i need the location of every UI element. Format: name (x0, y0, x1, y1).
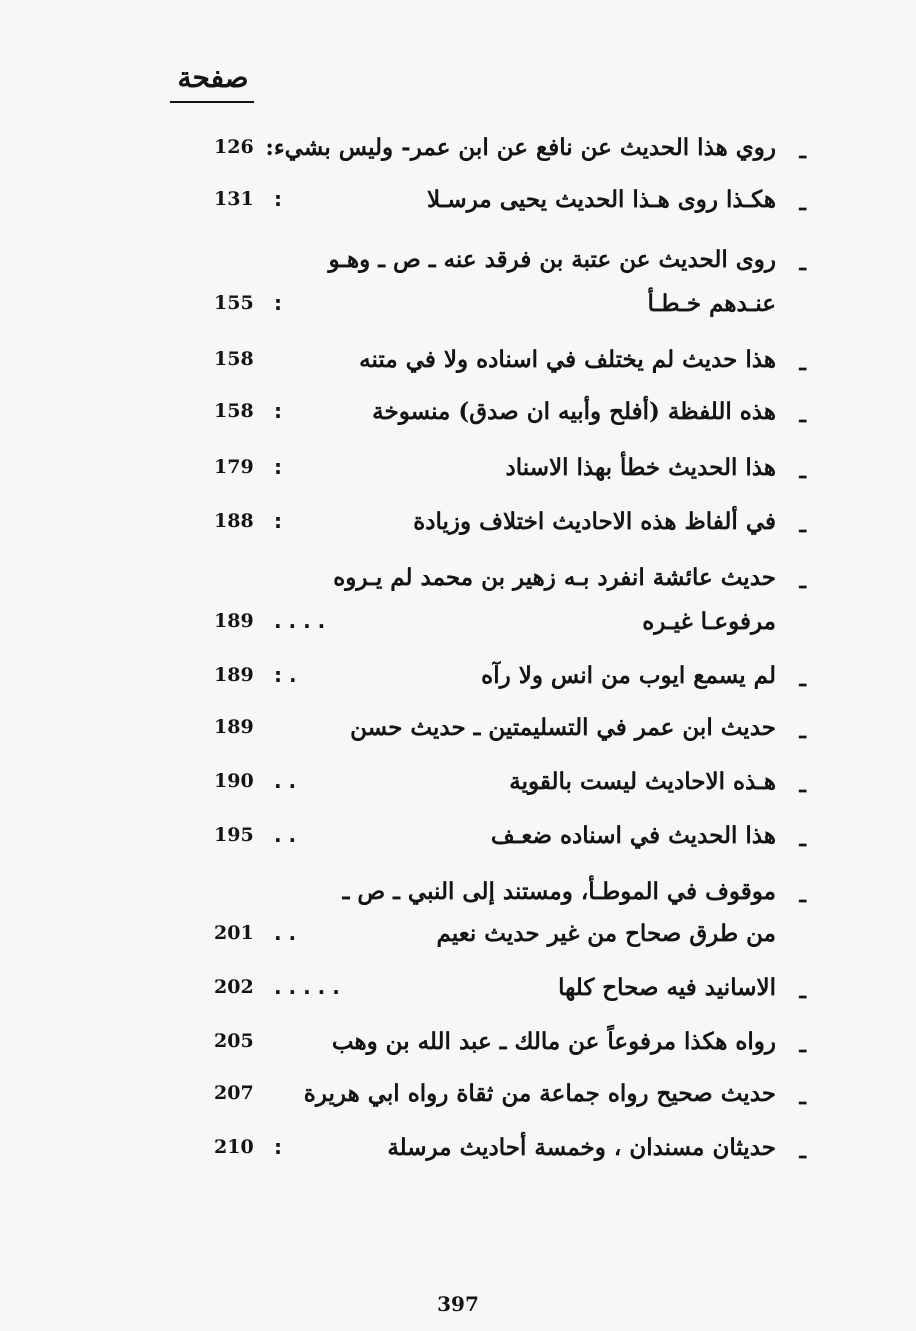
entry-page-number: 210 (214, 1136, 254, 1158)
entry-dash: ـ (799, 1084, 806, 1110)
entry-dash: ـ (799, 978, 806, 1004)
entry-page-number: 155 (214, 292, 254, 314)
entry-leader: : (274, 1135, 282, 1159)
entry-text: من طرق صحاح من غير حديث نعيم (436, 920, 776, 947)
entry-leader: : (274, 399, 282, 423)
index-entry (190, 128, 810, 168)
entry-text: رواه هكذا مرفوعاً عن مالك ـ عبد الله بن وهب (331, 1028, 776, 1055)
entry-leader: . . (274, 823, 297, 847)
index-entry-continuation (190, 284, 810, 324)
entry-leader: . . . . . (274, 975, 340, 999)
entry-leader: : (274, 509, 282, 533)
entry-page-number: 131 (214, 188, 254, 210)
entry-page-number: 126 (214, 136, 254, 158)
entry-page-number: 190 (214, 770, 254, 792)
entry-page-number: 205 (214, 1030, 254, 1052)
entry-text: روى الحديث عن عتبة بن فرقد عنه ـ ص ـ وهـو (328, 246, 776, 273)
entry-text: عنـدهم خـطـأ (647, 290, 776, 317)
entry-dash: ـ (799, 666, 806, 692)
entry-page-number: 202 (214, 976, 254, 998)
entry-dash: ـ (799, 772, 806, 798)
entry-text: هذا حديث لم يختلف في اسناده ولا في متنه (359, 346, 776, 373)
entry-leader: . . . . (274, 609, 326, 633)
entry-leader: . . (274, 921, 297, 945)
index-entry (190, 656, 810, 696)
entry-text: روي هذا الحديث عن نافع عن ابن عمر- وليس بشيء: (265, 134, 776, 161)
index-entry (190, 872, 810, 912)
entry-leader: : . (274, 663, 297, 687)
page-number: 397 (437, 1292, 479, 1316)
entry-text: هذا الحديث في اسناده ضعـف (490, 822, 776, 849)
index-entry (190, 180, 810, 220)
index-entry (190, 1128, 810, 1168)
entry-page-number: 189 (214, 610, 254, 632)
entry-dash: ـ (799, 250, 806, 276)
entry-dash: ـ (799, 512, 806, 538)
entry-page-number: 201 (214, 922, 254, 944)
index-entry (190, 708, 810, 748)
entry-dash: ـ (799, 1138, 806, 1164)
entry-page-number: 207 (214, 1082, 254, 1104)
entry-leader: : (274, 187, 282, 211)
entry-dash: ـ (799, 882, 806, 908)
entry-text: هكـذا روى هـذا الحديث يحيى مرسـلا (426, 186, 776, 213)
entry-dash: ـ (799, 138, 806, 164)
entry-page-number: 158 (214, 348, 254, 370)
entry-dash: ـ (799, 458, 806, 484)
entry-dash: ـ (799, 402, 806, 428)
entry-page-number: 189 (214, 664, 254, 686)
entry-text: هذه اللفظة (أفلح وأبيه ان صدق) منسوخة (372, 398, 776, 425)
index-entry (190, 448, 810, 488)
index-entry (190, 816, 810, 856)
index-entry-continuation (190, 914, 810, 954)
index-entry (190, 558, 810, 598)
index-entry (190, 1074, 810, 1114)
entry-leader: : (274, 455, 282, 479)
entry-page-number: 179 (214, 456, 254, 478)
entry-dash: ـ (799, 1032, 806, 1058)
heading-underline (170, 101, 254, 103)
entry-text: مرفوعـا غيـره (642, 608, 776, 635)
entry-dash: ـ (799, 350, 806, 376)
entry-leader: . . (274, 769, 297, 793)
entry-text: لم يسمع ايوب من انس ولا رآه (481, 662, 776, 689)
entry-page-number: 158 (214, 400, 254, 422)
index-entry (190, 1022, 810, 1062)
index-entry (190, 392, 810, 432)
entry-page-number: 188 (214, 510, 254, 532)
entry-text: الاسانيد فيه صحاح كلها (558, 974, 776, 1001)
entry-text: حديث عائشة انفرد بـه زهير بن محمد لم يـروه (333, 564, 776, 591)
entry-text: هذا الحديث خطأ بهذا الاسناد (505, 454, 776, 481)
entry-dash: ـ (799, 826, 806, 852)
entry-text: حديث ابن عمر في التسليمتين ـ حديث حسن (350, 714, 776, 741)
entry-page-number: 195 (214, 824, 254, 846)
entry-text: حديثان مسندان ، وخمسة أحاديث مرسلة (387, 1134, 776, 1161)
entry-dash: ـ (799, 718, 806, 744)
index-entry-continuation (190, 602, 810, 642)
entry-dash: ـ (799, 568, 806, 594)
page-column-heading: صفحة (177, 61, 249, 94)
index-entry (190, 240, 810, 280)
entry-leader: : (274, 291, 282, 315)
index-entry (190, 340, 810, 380)
entry-text: هـذه الاحاديث ليست بالقوية (509, 768, 776, 795)
entry-text: حديث صحيح رواه جماعة من ثقاة رواه ابي هريرة (303, 1080, 776, 1107)
entry-text: في ألفاظ هذه الاحاديث اختلاف وزيادة (413, 508, 776, 535)
entry-page-number: 189 (214, 716, 254, 738)
index-entry (190, 502, 810, 542)
index-entry (190, 968, 810, 1008)
entry-text: موقوف في الموطـأ، ومستند إلى النبي ـ ص ـ (342, 878, 776, 905)
entry-dash: ـ (799, 190, 806, 216)
index-entry (190, 762, 810, 802)
